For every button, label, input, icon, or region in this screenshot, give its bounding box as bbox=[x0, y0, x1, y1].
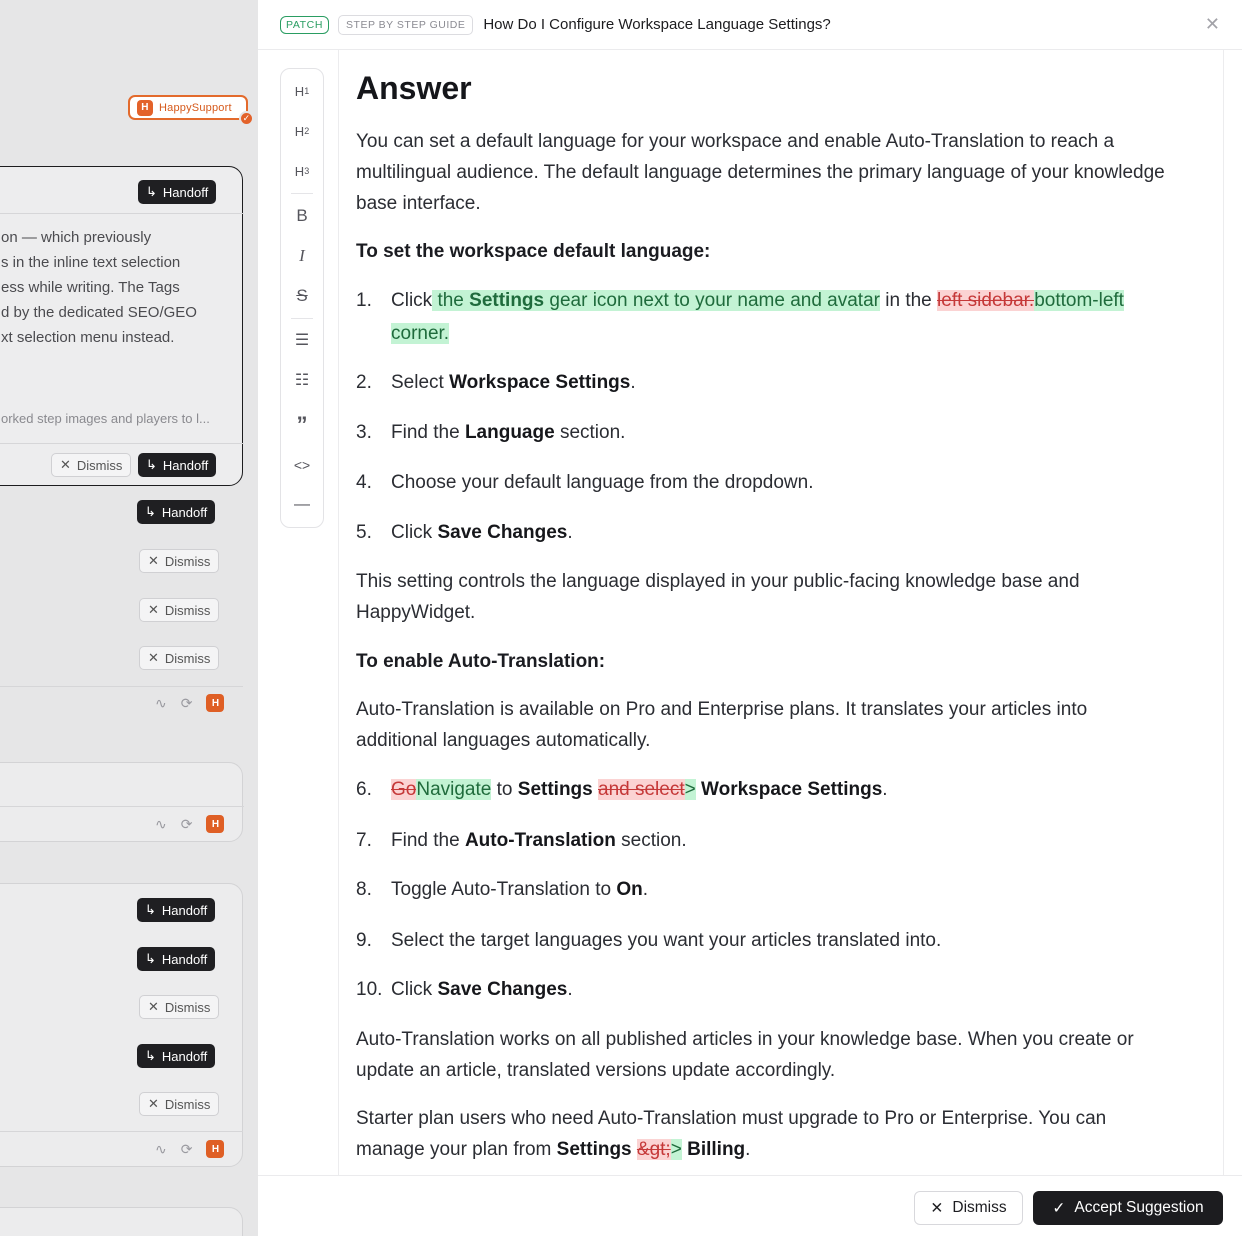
refresh-icon[interactable]: ⟳ bbox=[180, 815, 193, 832]
suggestion-modal bbox=[258, 0, 1242, 1236]
heading2-button[interactable]: H 2 bbox=[294, 123, 310, 139]
strikethrough-icon[interactable]: S bbox=[296, 286, 308, 305]
handoff-button[interactable]: ↳ Handoff bbox=[137, 1044, 215, 1068]
list-item: 2. Select Workspace Settings. bbox=[356, 372, 636, 393]
list-item: 7. Find the Auto-Translation section. bbox=[356, 830, 687, 851]
editor-area bbox=[258, 50, 1242, 1175]
list-item: 9. Select the target languages you want your articles translated into. bbox=[356, 930, 942, 951]
refresh-icon[interactable]: ⟳ bbox=[180, 1140, 193, 1157]
code-icon[interactable]: <> bbox=[293, 457, 311, 473]
handoff-button[interactable]: ↳ Handoff bbox=[137, 500, 215, 524]
happysupport-badge[interactable] bbox=[128, 95, 251, 123]
starter-paragraph: Starter plan users who need Auto-Translation must upgrade to Pro or Enterprise. You can manage your plan from Settings &gt;> Billing. bbox=[356, 1108, 1107, 1160]
card-footer-icons bbox=[155, 694, 224, 712]
close-icon: ✕ bbox=[148, 650, 159, 665]
handoff-button[interactable]: ↳ Handoff bbox=[137, 947, 215, 971]
happysupport-mini-icon: H bbox=[206, 694, 224, 712]
modal-footer bbox=[258, 1175, 1242, 1236]
close-icon: ✕ bbox=[148, 602, 159, 617]
dismiss-button[interactable]: ✕ Dismiss bbox=[914, 1191, 1023, 1225]
accept-suggestion-button[interactable]: ✓ Accept Suggestion bbox=[1033, 1191, 1223, 1225]
handoff-icon: ↳ bbox=[145, 902, 156, 917]
heading1-button[interactable]: H 1 bbox=[294, 83, 310, 99]
dismiss-button[interactable]: ✕ Dismiss bbox=[139, 598, 219, 622]
italic-icon[interactable]: I bbox=[299, 246, 305, 265]
handoff-icon: ↳ bbox=[145, 504, 156, 519]
handoff-button[interactable]: ↳ Handoff bbox=[137, 898, 215, 922]
suggestion-card[interactable] bbox=[0, 883, 243, 1167]
bold-icon[interactable]: B bbox=[296, 206, 308, 225]
happysupport-mini-icon: H bbox=[206, 1140, 224, 1158]
happysupport-logo: H bbox=[137, 100, 153, 116]
section-heading-default-language: To set the workspace default language: bbox=[356, 241, 711, 262]
check-icon: ✓ bbox=[239, 111, 254, 126]
ordered-list-icon[interactable]: ☷ bbox=[294, 372, 310, 389]
modal-title: How Do I Configure Workspace Language Settings? bbox=[483, 16, 831, 33]
auto-translation-intro: Auto-Translation is available on Pro and Enterprise plans. It translates your articles into additional languages automatically. bbox=[356, 699, 1088, 751]
dismiss-button[interactable]: ✕ Dismiss bbox=[139, 1092, 219, 1116]
controls-paragraph: This setting controls the language displayed in your public-facing knowledge base and HappyWidget. bbox=[356, 571, 1080, 623]
handoff-button[interactable]: ↳ Handoff bbox=[138, 453, 216, 477]
card-footer-icons bbox=[155, 1140, 224, 1158]
list-item: 1. Click the Settings gear icon next to your name and avatar in the left sidebar.bottom-left bbox=[356, 290, 1124, 311]
active-suggestion-card[interactable]: ↳ Handoff on — which previously s in the inline text selection ess while writing. The Tags d by the dedicated SEO/GEO xt selection menu instead. orked step images and players to l... ✕ Dismiss ↳ Handoff bbox=[0, 166, 243, 486]
handoff-icon: ↳ bbox=[145, 1048, 156, 1063]
list-item: 6. GoNavigate to Settings and select> Workspace Settings. bbox=[356, 779, 888, 800]
refresh-icon[interactable]: ⟳ bbox=[180, 694, 193, 711]
activity-icon[interactable]: ∿ bbox=[155, 815, 167, 832]
bullet-list-icon[interactable]: ☰ bbox=[294, 332, 310, 349]
card-footer-icons bbox=[155, 815, 224, 833]
activity-icon[interactable]: ∿ bbox=[155, 694, 167, 711]
list-item: 10. Click Save Changes. bbox=[356, 979, 573, 1000]
patch-badge: PATCH bbox=[280, 16, 329, 34]
guide-type-badge: STEP BY STEP GUIDE bbox=[338, 15, 473, 35]
happysupport-label: HappySupport bbox=[159, 101, 232, 114]
dismiss-button[interactable]: ✕ Dismiss bbox=[139, 549, 219, 573]
quote-icon[interactable]: ” bbox=[296, 412, 308, 437]
format-toolbar bbox=[280, 68, 324, 528]
intro-paragraph: You can set a default language for your workspace and enable Auto-Translation to reach a multilingual audience. The default language determines the primary language of your knowledge base interface. bbox=[356, 131, 1165, 214]
list-item: 3. Find the Language section. bbox=[356, 422, 626, 443]
list-item: 5. Click Save Changes. bbox=[356, 522, 573, 543]
happysupport-mini-icon: H bbox=[206, 815, 224, 833]
activity-icon[interactable]: ∿ bbox=[155, 1140, 167, 1157]
close-icon: ✕ bbox=[148, 999, 159, 1014]
handoff-icon: ↳ bbox=[145, 951, 156, 966]
suggestion-card[interactable] bbox=[0, 1207, 243, 1236]
close-icon: ✕ bbox=[930, 1199, 944, 1217]
background-panel bbox=[0, 0, 258, 1236]
list-item: 4. Choose your default language from the dropdown. bbox=[356, 472, 814, 493]
works-paragraph: Auto-Translation works on all published articles in your knowledge base. When you create or update an article, translated versions update accordingly. bbox=[356, 1029, 1134, 1081]
close-icon: ✕ bbox=[60, 457, 71, 472]
answer-heading: Answer bbox=[356, 70, 472, 106]
list-item: 8. Toggle Auto-Translation to On. bbox=[356, 879, 648, 900]
dismiss-button[interactable]: ✕ Dismiss bbox=[139, 995, 219, 1019]
handoff-button[interactable]: ↳ Handoff bbox=[138, 180, 216, 204]
close-icon: ✕ bbox=[148, 1096, 159, 1111]
close-icon: ✕ bbox=[148, 553, 159, 568]
dismiss-button[interactable]: ✕ Dismiss bbox=[139, 646, 219, 670]
close-icon[interactable]: ✕ bbox=[1204, 14, 1220, 34]
section-heading-auto-translation: To enable Auto-Translation: bbox=[356, 651, 606, 672]
dismiss-button[interactable]: ✕ Dismiss bbox=[51, 453, 131, 477]
list-item-continuation: corner. bbox=[391, 323, 450, 344]
handoff-icon: ↳ bbox=[146, 457, 157, 472]
horizontal-rule-icon[interactable]: — bbox=[294, 496, 310, 513]
modal-header bbox=[258, 0, 1242, 50]
heading3-button[interactable]: H 3 bbox=[294, 163, 310, 179]
check-icon: ✓ bbox=[1052, 1199, 1066, 1217]
handoff-icon: ↳ bbox=[146, 184, 157, 199]
